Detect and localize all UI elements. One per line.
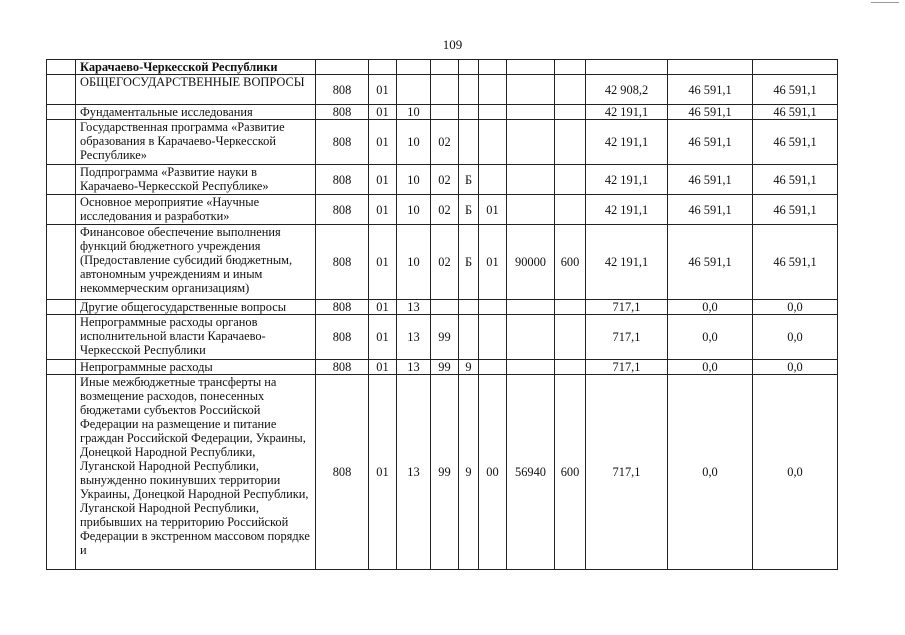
table-cell-value: 46 591,1 [753,225,838,300]
table-cell-value: 46 591,1 [753,105,838,120]
scan-corner-mark [871,2,899,3]
table-cell-code [507,105,555,120]
table-cell-code [479,75,507,105]
table-cell-value: 46 591,1 [753,165,838,195]
table-row [47,105,838,120]
table-cell-code: Б [459,165,479,195]
table-cell-value: 46 591,1 [668,165,753,195]
table-cell-code: 600 [555,225,586,300]
table-cell-value: 46 591,1 [668,225,753,300]
table-cell-value: 42 191,1 [586,195,668,225]
table-cell-code [431,75,459,105]
table-cell-code [555,195,586,225]
table-cell-value: 0,0 [753,300,838,315]
table-cell-code: 808 [316,315,369,360]
table-cell-code [479,300,507,315]
table-row [47,375,838,570]
table-cell-value: 46 591,1 [668,120,753,165]
table-row [47,120,838,165]
table-cell-code: 10 [397,165,431,195]
table-cell-code [555,360,586,375]
table-cell-code [507,300,555,315]
table-cell-code [555,315,586,360]
table-cell-code: 10 [397,195,431,225]
table-cell-code: 10 [397,120,431,165]
table-cell-code: 808 [316,75,369,105]
table-cell-code [459,105,479,120]
table-row [47,360,838,375]
table-cell-name: Финансовое обеспечение выполнения функций бюджетного учреждения (Предоставление субсидий бюджетным, автономным учреждениям и иным некоммерческим организациям) [76,225,316,300]
table-cell-code [555,75,586,105]
table-cell-code: 99 [431,375,459,570]
table-cell-code [397,75,431,105]
table-cell-value: 717,1 [586,360,668,375]
table-row [47,195,838,225]
table-cell-code: 01 [369,360,397,375]
table-cell-code: 808 [316,375,369,570]
table-cell-code: 01 [369,75,397,105]
table-cell-code [479,360,507,375]
table-cell-code: 02 [431,195,459,225]
table-cell-code [479,120,507,165]
table-cell-value: 46 591,1 [753,75,838,105]
table-cell-value: 42 191,1 [586,165,668,195]
table-cell-code: 808 [316,225,369,300]
table-cell-code: 01 [369,165,397,195]
table-cell-value: 0,0 [668,315,753,360]
table-cell-value: 717,1 [586,315,668,360]
table-cell-value: 0,0 [668,375,753,570]
table-cell-value: 0,0 [753,315,838,360]
table-row [47,75,838,105]
table-cell-code: 13 [397,315,431,360]
table-cell-code: 808 [316,105,369,120]
table-cell-value: 42 908,2 [586,75,668,105]
table-cell-code: Б [459,195,479,225]
table-cell-code [507,360,555,375]
table-cell-value: 0,0 [753,375,838,570]
table-cell-code: 13 [397,360,431,375]
table-cell-code: 13 [397,375,431,570]
table-cell-value: 46 591,1 [668,195,753,225]
table-cell-code [459,300,479,315]
table-cell-code: 808 [316,195,369,225]
page-number: 109 [442,37,463,52]
table-cell-name: Карачаево-Черкесской Республики [76,60,316,75]
table-cell-code [459,120,479,165]
table-cell-code: 00 [479,375,507,570]
table-cell-value: 0,0 [668,300,753,315]
table-cell-code: 01 [479,225,507,300]
budget-table [46,59,838,570]
table-cell-code [459,315,479,360]
table-cell-code: 90000 [507,225,555,300]
table-cell-code: 02 [431,225,459,300]
table-cell-code [555,165,586,195]
table-cell-name: Основное мероприятие «Научные исследования и разработки» [76,195,316,225]
table-cell-code: 01 [369,375,397,570]
table-cell-code [479,315,507,360]
table-cell-code: 9 [459,360,479,375]
table-cell-value: 0,0 [753,360,838,375]
table-cell-code: 56940 [507,375,555,570]
table-cell-value: 717,1 [586,300,668,315]
table-cell-code: 99 [431,315,459,360]
table-cell-code [507,75,555,105]
table-cell-code [459,75,479,105]
table-cell-code [507,165,555,195]
table-cell-code: 808 [316,300,369,315]
table-cell-code [479,165,507,195]
table-cell-code: 01 [369,300,397,315]
table-cell-code [507,315,555,360]
table-cell-code: 10 [397,105,431,120]
table-cell-value: 46 591,1 [668,75,753,105]
table-cell-code: 9 [459,375,479,570]
table-cell-code [479,105,507,120]
table-cell-value: 42 191,1 [586,120,668,165]
table-cell-value: 0,0 [668,360,753,375]
table-cell-name: ОБЩЕГОСУДАРСТВЕННЫЕ ВОПРОСЫ [76,75,316,105]
table-cell-value: 46 591,1 [668,105,753,120]
table-cell-code [507,120,555,165]
table-cell-name: Фундаментальные исследования [76,105,316,120]
table-row [47,300,838,315]
table-cell-code [555,105,586,120]
table-cell-code: 02 [431,120,459,165]
table-cell-code: 02 [431,165,459,195]
table-cell-code: 808 [316,120,369,165]
table-cell-name: Непрограммные расходы органов исполнительной власти Карачаево-Черкесской Республики [76,315,316,360]
table-cell-code [431,300,459,315]
table-cell-code [431,105,459,120]
table-cell-value: 717,1 [586,375,668,570]
table-row [47,315,838,360]
table-cell-code: 01 [369,225,397,300]
table-cell-value: 42 191,1 [586,225,668,300]
table-cell-name: Государственная программа «Развитие образования в Карачаево-Черкесской Республике» [76,120,316,165]
table-cell-code: 808 [316,165,369,195]
table-cell-name: Другие общегосударственные вопросы [76,300,316,315]
table-cell-code: 01 [369,315,397,360]
table-cell-code: 600 [555,375,586,570]
table-row-header [47,60,838,75]
table-row [47,225,838,300]
table-cell-code: 808 [316,360,369,375]
table-cell-code: 13 [397,300,431,315]
table-cell-code [507,195,555,225]
table-row [47,165,838,195]
table-cell-code: 01 [369,105,397,120]
table-cell-name: Иные межбюджетные трансферты на возмещение расходов, понесенных бюджетами субъектов Российской Федерации на размещение и питание граждан Российской Федерации, Украины, Донецкой Народной Республики, Луганской Народной Республики, вынужденно покинувших территории Украины, Донецкой Народной Республики, Луганской Народной Республики, прибывших на территорию Российской Федерации в экстренном массовом порядке и [76,375,316,570]
table-cell-code: 01 [369,120,397,165]
table-cell-code [555,300,586,315]
table-cell-name: Подпрограмма «Развитие науки в Карачаево-Черкесской Республике» [76,165,316,195]
table-cell-name: Непрограммные расходы [76,360,316,375]
table-cell-value: 42 191,1 [586,105,668,120]
table-cell-code [555,120,586,165]
table-cell-value: 46 591,1 [753,195,838,225]
table-cell-code: 10 [397,225,431,300]
table-cell-code: 01 [369,195,397,225]
table-cell-code: Б [459,225,479,300]
table-cell-value: 46 591,1 [753,120,838,165]
table-cell-code: 99 [431,360,459,375]
table-cell-code: 01 [479,195,507,225]
